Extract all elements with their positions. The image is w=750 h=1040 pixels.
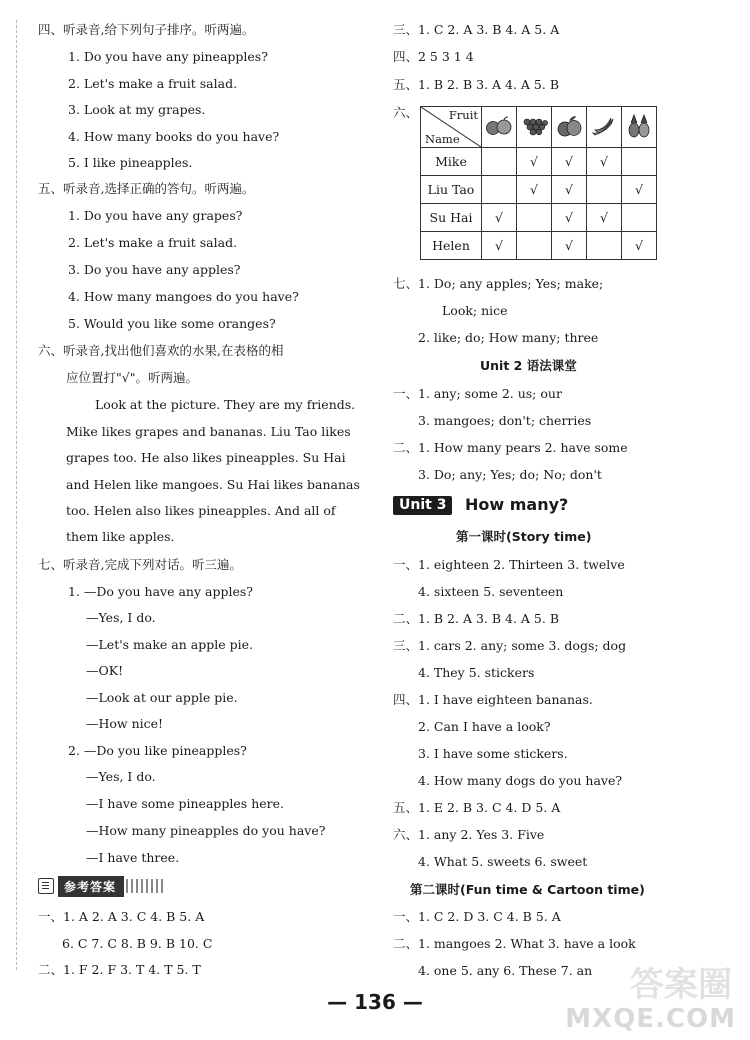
- section-6-title: 六、听录音,找出他们喜欢的水果,在表格的相: [38, 343, 284, 358]
- fruit-table: [420, 106, 657, 260]
- lesson-1-line: 二、1. B 2. A 3. B 4. A 5. B: [393, 611, 560, 626]
- answer-line: 二、1. F 2. F 3. T 4. T 5. T: [38, 962, 201, 977]
- lesson-1-line: 4. They 5. stickers: [418, 665, 535, 680]
- answer-3: 三、1. C 2. A 3. B 4. A 5. A: [393, 22, 560, 37]
- bananas-icon: [587, 107, 622, 148]
- check-cell: [587, 232, 622, 260]
- section-7-title: 七、听录音,完成下列对话。听三遍。: [38, 557, 242, 572]
- answer-key-title: 参考答案: [58, 876, 124, 897]
- s6-paragraph-line: too. Helen also likes pineapples. And all of: [66, 503, 336, 518]
- check-cell: √: [552, 148, 587, 176]
- apples-icon: [482, 107, 517, 148]
- check-cell: √: [517, 148, 552, 176]
- check-cell: √: [552, 232, 587, 260]
- s5-item: 2. Let's make a fruit salad.: [68, 235, 238, 250]
- lesson-1-line: 4. What 5. sweets 6. sweet: [418, 854, 588, 869]
- dialogue-1-line: 1. —Do you have any apples?: [68, 584, 253, 599]
- check-cell: √: [517, 176, 552, 204]
- answer-4: 四、2 5 3 1 4: [393, 49, 474, 64]
- check-cell: √: [552, 204, 587, 232]
- check-cell: [482, 176, 517, 204]
- check-cell: √: [587, 204, 622, 232]
- unit-2-heading: Unit 2 语法课堂: [480, 358, 577, 373]
- check-cell: [517, 232, 552, 260]
- lesson-1-line: 四、1. I have eighteen bananas.: [393, 692, 593, 707]
- check-cell: [622, 204, 657, 232]
- header-name: Name: [425, 132, 460, 146]
- s4-item: 3. Look at my grapes.: [68, 102, 206, 117]
- grapes-icon: [517, 107, 552, 148]
- label-decoration: [126, 879, 166, 893]
- answer-line: 一、1. A 2. A 3. C 4. B 5. A: [38, 909, 205, 924]
- unit-3-badge: Unit 3: [393, 496, 452, 515]
- row-name: Su Hai: [421, 204, 482, 232]
- section-4-title: 四、听录音,给下列句子排序。听两遍。: [38, 22, 255, 37]
- s5-item: 3. Do you have any apples?: [68, 262, 241, 277]
- unit-2-line: 3. mangoes; don't; cherries: [418, 413, 592, 428]
- table-row: [421, 204, 657, 232]
- watermark-logo: 答案圈: [630, 965, 732, 1005]
- section-6-title-cont: 应位置打"√"。听两遍。: [66, 370, 198, 385]
- check-cell: √: [587, 148, 622, 176]
- unit-2-line: 二、1. How many pears 2. have some: [393, 440, 628, 455]
- lesson-2-line: 一、1. C 2. D 3. C 4. B 5. A: [393, 909, 561, 924]
- answer-line: 6. C 7. C 8. B 9. B 10. C: [62, 936, 213, 951]
- answer-key-label: [38, 876, 166, 896]
- header-fruit: Fruit: [448, 108, 478, 122]
- dialogue-1-line: —Yes, I do.: [86, 610, 156, 625]
- s6-paragraph-line: Mike likes grapes and bananas. Liu Tao likes: [66, 424, 351, 439]
- check-cell: [622, 148, 657, 176]
- row-name: Helen: [421, 232, 482, 260]
- dialogue-2-line: —I have three.: [86, 850, 180, 865]
- check-cell: √: [482, 204, 517, 232]
- dialogue-2-line: 2. —Do you like pineapples?: [68, 743, 247, 758]
- dialogue-1-line: —Look at our apple pie.: [86, 690, 238, 705]
- check-cell: [482, 148, 517, 176]
- dialogue-2-line: —Yes, I do.: [86, 769, 156, 784]
- s6-paragraph-line: Look at the picture. They are my friends.: [95, 397, 356, 412]
- s4-item: 1. Do you have any pineapples?: [68, 49, 268, 64]
- lesson-1-line: 五、1. E 2. B 3. C 4. D 5. A: [393, 800, 561, 815]
- table-row: [421, 176, 657, 204]
- page-number: — 136 —: [327, 990, 423, 1014]
- s6-paragraph-line: grapes too. He also likes pineapples. Su Hai: [66, 450, 346, 465]
- s6-paragraph-line: and Helen like mangoes. Su Hai likes bananas: [66, 477, 360, 492]
- section-5-title: 五、听录音,选择正确的答句。听两遍。: [38, 181, 255, 196]
- check-cell: √: [552, 176, 587, 204]
- lesson-1-heading: 第一课时(Story time): [456, 529, 592, 544]
- s5-item: 4. How many mangoes do you have?: [68, 289, 299, 304]
- check-cell: √: [482, 232, 517, 260]
- check-cell: √: [622, 232, 657, 260]
- watermark: MXQE.COM: [565, 1004, 736, 1034]
- lesson-2-heading: 第二课时(Fun time & Cartoon time): [410, 882, 645, 897]
- answer-7-line: Look; nice: [442, 303, 508, 318]
- check-cell: [517, 204, 552, 232]
- lesson-2-line: 二、1. mangoes 2. What 3. have a look: [393, 936, 636, 951]
- row-name: Mike: [421, 148, 482, 176]
- lesson-1-line: 一、1. eighteen 2. Thirteen 3. twelve: [393, 557, 625, 572]
- book-icon: [38, 878, 54, 894]
- left-margin-line: [16, 20, 17, 970]
- lesson-1-line: 4. sixteen 5. seventeen: [418, 584, 564, 599]
- lesson-1-line: 2. Can I have a look?: [418, 719, 551, 734]
- s5-item: 1. Do you have any grapes?: [68, 208, 243, 223]
- row-name: Liu Tao: [421, 176, 482, 204]
- dialogue-1-line: —How nice!: [86, 716, 164, 731]
- s4-item: 5. I like pineapples.: [68, 155, 193, 170]
- s4-item: 2. Let's make a fruit salad.: [68, 76, 238, 91]
- page-number-value: 136: [354, 990, 396, 1014]
- s6-paragraph-line: them like apples.: [66, 529, 175, 544]
- s5-item: 5. Would you like some oranges?: [68, 316, 276, 331]
- dialogue-1-line: —OK!: [86, 663, 124, 678]
- answer-5: 五、1. B 2. B 3. A 4. A 5. B: [393, 77, 560, 92]
- unit-2-line: 一、1. any; some 2. us; our: [393, 386, 562, 401]
- check-cell: √: [622, 176, 657, 204]
- dialogue-2-line: —I have some pineapples here.: [86, 796, 284, 811]
- table-corner-header: [421, 107, 482, 148]
- answer-6-label: 六、: [393, 105, 419, 120]
- answer-7-line: 2. like; do; How many; three: [418, 330, 599, 345]
- unit-2-line: 3. Do; any; Yes; do; No; don't: [418, 467, 602, 482]
- lesson-1-line: 三、1. cars 2. any; some 3. dogs; dog: [393, 638, 627, 653]
- mangoes-icon: [552, 107, 587, 148]
- table-row: [421, 232, 657, 260]
- lesson-1-line: 4. How many dogs do you have?: [418, 773, 623, 788]
- answer-7-line: 七、1. Do; any apples; Yes; make;: [393, 276, 604, 291]
- check-cell: [587, 176, 622, 204]
- dialogue-1-line: —Let's make an apple pie.: [86, 637, 253, 652]
- dialogue-2-line: —How many pineapples do you have?: [86, 823, 326, 838]
- lesson-1-line: 六、1. any 2. Yes 3. Five: [393, 827, 545, 842]
- s4-item: 4. How many books do you have?: [68, 129, 280, 144]
- pineapples-icon: [622, 107, 657, 148]
- table-row: [421, 148, 657, 176]
- lesson-1-line: 3. I have some stickers.: [418, 746, 568, 761]
- unit-3-title: How many?: [465, 495, 569, 514]
- lesson-2-line: 4. one 5. any 6. These 7. an: [418, 963, 593, 978]
